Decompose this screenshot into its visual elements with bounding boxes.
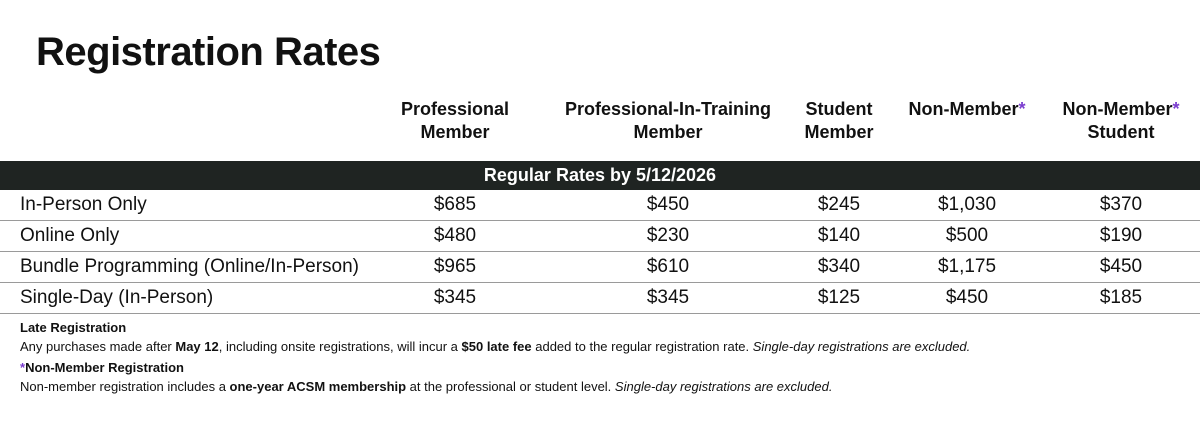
price-cell: $245 [786, 190, 892, 221]
note-text: Any purchases made after [20, 339, 176, 354]
note-emphasis: $50 late fee [461, 339, 532, 354]
rates-table [0, 94, 1200, 314]
table-row [0, 221, 1200, 252]
late-registration-text [20, 337, 1180, 356]
column-header-row [0, 94, 1200, 161]
note-italic: Single-day registrations are excluded. [752, 339, 971, 354]
price-cell: $345 [360, 283, 550, 314]
asterisk-mark: * [20, 360, 26, 375]
price-cell: $185 [1042, 283, 1200, 314]
price-cell: $230 [550, 221, 786, 252]
note-italic: Single-day registrations are excluded. [614, 379, 833, 394]
note-emphasis: May 12 [175, 339, 219, 354]
column-header-line2: Member [420, 122, 490, 142]
asterisk-mark: * [1018, 99, 1026, 119]
price-cell: $685 [360, 190, 550, 221]
column-header-line1: Non-Member [1062, 99, 1173, 119]
row-label: Bundle Programming (Online/In-Person) [0, 252, 360, 283]
price-cell: $340 [786, 252, 892, 283]
row-label: Single-Day (In-Person) [0, 283, 360, 314]
regular-rates-band [0, 161, 1200, 190]
row-label: In-Person Only [0, 190, 360, 221]
price-cell: $480 [360, 221, 550, 252]
price-cell: $450 [1042, 252, 1200, 283]
column-header-line2: Student [1087, 122, 1155, 142]
footnotes [20, 318, 1180, 398]
non-member-registration-heading [20, 358, 1180, 377]
column-header-line1: Professional [400, 99, 510, 119]
late-registration-heading: Late Registration [20, 320, 127, 335]
price-cell: $345 [550, 283, 786, 314]
column-header-non-member [892, 94, 1042, 161]
column-header-non-member-student [1042, 94, 1200, 161]
note-emphasis: one-year ACSM membership [229, 379, 407, 394]
note-text: , including onsite registrations, will incur a [218, 339, 462, 354]
column-header-professional-in-training-member [550, 94, 786, 161]
column-header-line1: Student [805, 99, 873, 119]
note-text: at the professional or student level. [406, 379, 615, 394]
note-text: Non-member registration includes a [20, 379, 230, 394]
price-cell: $190 [1042, 221, 1200, 252]
column-header-line1: Professional-In-Training [564, 99, 772, 119]
row-label: Online Only [0, 221, 360, 252]
column-header-line2: Member [804, 122, 874, 142]
note-heading-text: Non-Member Registration [25, 360, 184, 375]
row-label-header [0, 94, 360, 161]
band-label: Regular Rates by 5/12/2026 [0, 161, 1200, 190]
price-cell: $450 [892, 283, 1042, 314]
page-title: Registration Rates [36, 30, 381, 74]
price-cell: $450 [550, 190, 786, 221]
price-cell: $125 [786, 283, 892, 314]
non-member-registration-text [20, 377, 1180, 396]
price-cell: $1,030 [892, 190, 1042, 221]
column-header-line1: Non-Member [908, 99, 1019, 119]
column-header-line2: Member [633, 122, 703, 142]
note-text: added to the regular registration rate. [531, 339, 753, 354]
column-header-professional-member [360, 94, 550, 161]
price-cell: $965 [360, 252, 550, 283]
price-cell: $500 [892, 221, 1042, 252]
price-cell: $140 [786, 221, 892, 252]
column-header-student-member [786, 94, 892, 161]
table-row [0, 190, 1200, 221]
table-row [0, 252, 1200, 283]
asterisk-mark: * [1172, 99, 1180, 119]
price-cell: $370 [1042, 190, 1200, 221]
price-cell: $610 [550, 252, 786, 283]
table-row [0, 283, 1200, 314]
price-cell: $1,175 [892, 252, 1042, 283]
